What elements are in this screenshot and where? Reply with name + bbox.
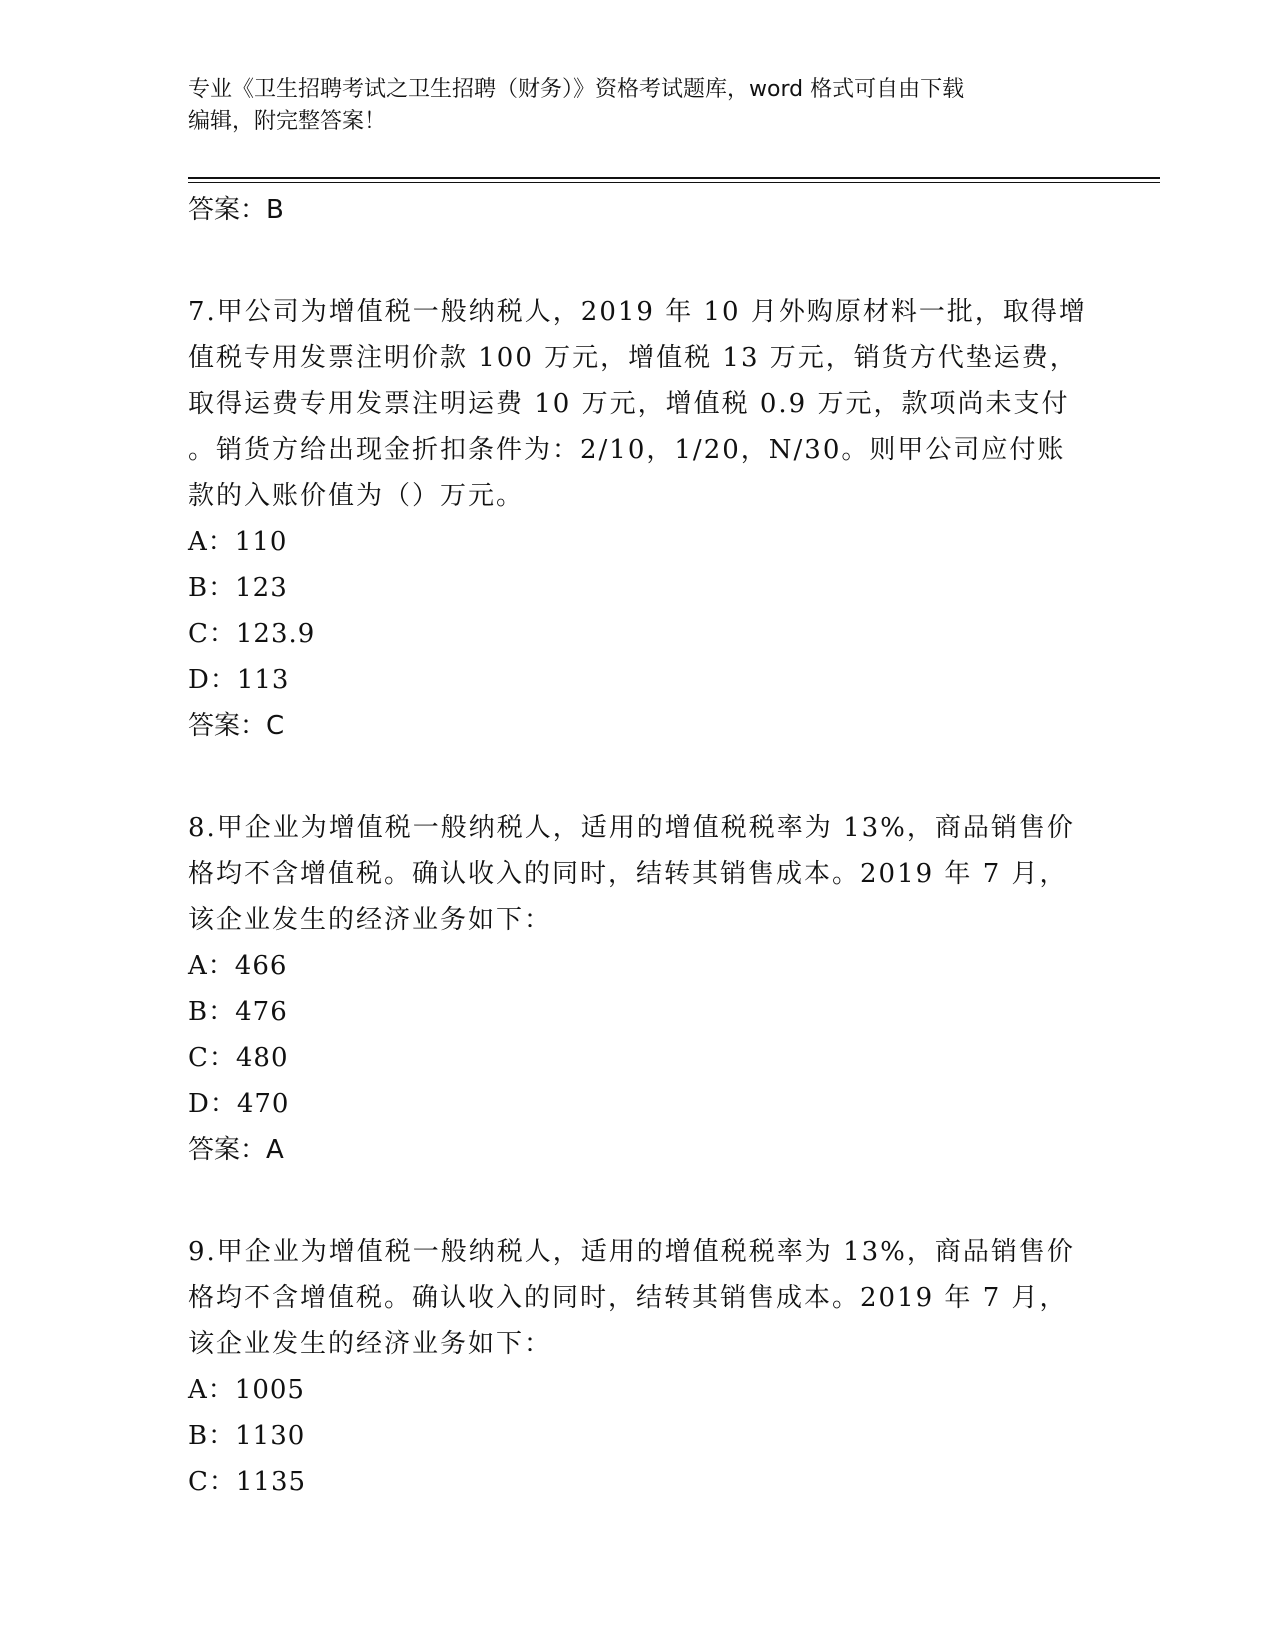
question-stem [188, 805, 1088, 943]
stem-line: 取得运费专用发票注明运费 10 万元，增值税 0.9 万元，款项尚未支付 [188, 389, 1070, 419]
question-stem [188, 289, 1088, 519]
header-line-2: 编辑，附完整答案！ [188, 109, 387, 134]
spacer [188, 1173, 1088, 1229]
header-line-1: 专业《卫生招聘考试之卫生招聘（财务）》资格考试题库，word 格式可自由下载 [188, 77, 965, 102]
question-9 [188, 1229, 1088, 1505]
question-8 [188, 805, 1088, 1173]
stem-line: 值税专用发票注明价款 100 万元，增值税 13 万元，销货方代垫运费， [188, 343, 1078, 373]
stem-line: 格均不含增值税。确认收入的同时，结转其销售成本。2019 年 7 月， [188, 1283, 1068, 1313]
answer-line: 答案：C [188, 711, 285, 741]
header-rule-thin [188, 182, 1160, 183]
stem-line: 格均不含增值税。确认收入的同时，结转其销售成本。2019 年 7 月， [188, 859, 1068, 889]
stem-line: 该企业发生的经济业务如下： [188, 905, 553, 935]
stem-line: 7.甲公司为增值税一般纳税人，2019 年 10 月外购原材料一批，取得增 [188, 297, 1087, 327]
option-a: A：466 [188, 951, 288, 981]
header-rule-thick [188, 177, 1160, 179]
spacer [188, 233, 1088, 289]
option-a: A：110 [188, 527, 288, 557]
option-c: C：123.9 [188, 619, 316, 649]
answer-line: 答案：A [188, 1135, 284, 1165]
stem-line: 该企业发生的经济业务如下： [188, 1329, 553, 1359]
question-7 [188, 289, 1088, 749]
option-a: A：1005 [188, 1375, 305, 1405]
option-d: D：113 [188, 665, 290, 695]
option-b: B：1130 [188, 1421, 306, 1451]
option-c: C：480 [188, 1043, 289, 1073]
stem-line: 8.甲企业为增值税一般纳税人，适用的增值税税率为 13%，商品销售价 [188, 813, 1075, 843]
option-c: C：1135 [188, 1467, 307, 1497]
question-stem [188, 1229, 1088, 1367]
option-b: B：123 [188, 573, 288, 603]
stem-line: 。销货方给出现金折扣条件为：2/10，1/20，N/30。则甲公司应付账 [188, 435, 1066, 465]
option-b: B：476 [188, 997, 288, 1027]
spacer [188, 749, 1088, 805]
option-d: D：470 [188, 1089, 290, 1119]
stem-line: 款的入账价值为（）万元。 [188, 481, 525, 511]
document-body [188, 187, 1088, 1505]
page-header [188, 74, 1088, 138]
stem-line: 9.甲企业为增值税一般纳税人，适用的增值税税率为 13%，商品销售价 [188, 1237, 1075, 1267]
answer-line: 答案：B [188, 195, 284, 225]
